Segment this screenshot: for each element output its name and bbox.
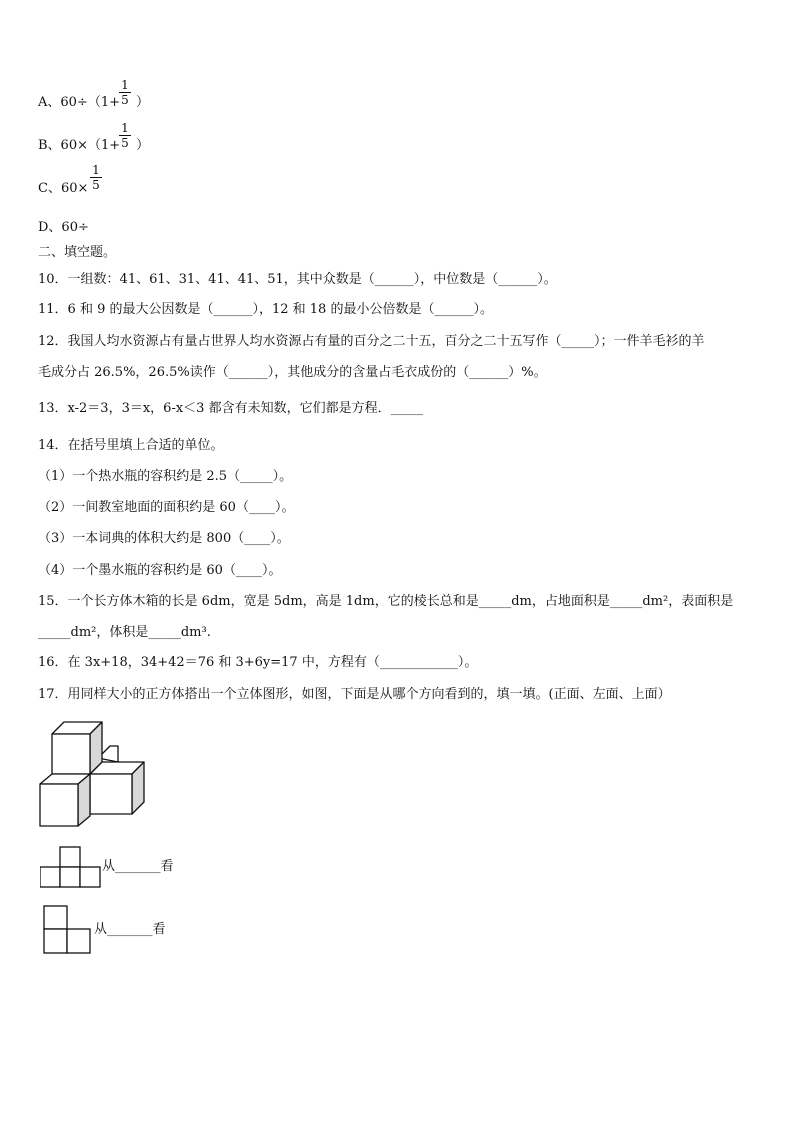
option-a-fraction	[119, 79, 131, 106]
question-13: 13．x-2＝3，3＝x，6-x＜3 都含有未知数，它们都是方程．_____	[38, 401, 424, 416]
option-c-numerator: 1	[92, 163, 100, 177]
option-a-denominator: 5	[121, 93, 129, 107]
option-b	[38, 137, 149, 155]
question-17: 17．用同样大小的正方体搭出一个立体图形，如图，下面是从哪个方向看到的，填一填。(正面、左面、上面）	[38, 687, 671, 702]
option-a-numerator: 1	[121, 78, 129, 92]
option-d: D、60÷	[38, 220, 89, 235]
question-14: 14．在括号里填上合适的单位。	[38, 438, 224, 453]
option-a-text: A、60÷（1+	[38, 95, 120, 110]
view-2-shape	[43, 905, 93, 955]
option-a-close: ）	[136, 95, 150, 110]
option-b-fraction	[119, 122, 131, 149]
question-14-4: （4）一个墨水瓶的容积约是 60（____）。	[38, 563, 282, 578]
question-14-1: （1）一个热水瓶的容积约是 2.5（_____）。	[38, 469, 293, 484]
option-c-fraction	[90, 164, 102, 191]
section-title: 二、填空题。	[38, 245, 117, 260]
option-b-numerator: 1	[121, 121, 129, 135]
question-16: 16．在 3x+18，34+42＝76 和 3+6y=17 中，方程有（____________）。	[38, 655, 478, 670]
question-10: 10．一组数：41、61、31、41、41、51，其中众数是（______），中位数是（______）。	[38, 272, 557, 287]
question-12-line2: 毛成分占 26.5%，26.5%读作（______），其他成分的含量占毛衣成份的（______）%。	[38, 365, 547, 380]
view-1-label: 从_______看	[102, 859, 174, 874]
view-1-shape	[40, 846, 102, 888]
cube-stack-figure	[36, 718, 151, 830]
option-b-text: B、60×（1+	[38, 138, 121, 153]
question-11: 11．6 和 9 的最大公因数是（______），12 和 18 的最小公倍数是（______）。	[38, 302, 493, 317]
option-a	[38, 94, 149, 112]
question-15-line2: _____dm²，体积是_____dm³.	[38, 625, 211, 640]
question-14-2: （2）一间教室地面的面积约是 60（____）。	[38, 500, 295, 515]
option-c	[38, 180, 88, 198]
question-12-line1: 12．我国人均水资源占有量占世界人均水资源占有量的百分之二十五，百分之二十五写作（_____）；一件羊毛衫的羊	[38, 334, 705, 349]
option-c-denominator: 5	[92, 178, 100, 192]
question-15-line1: 15．一个长方体木箱的长是 6dm，宽是 5dm，高是 1dm，它的棱长总和是_____dm，占地面积是_____dm²，表面积是	[38, 594, 734, 609]
option-b-close: ）	[136, 138, 150, 153]
option-b-denominator: 5	[121, 136, 129, 150]
view-2-label: 从_______看	[94, 922, 166, 937]
question-14-3: （3）一本词典的体积大约是 800（____）。	[38, 531, 290, 546]
option-c-text: C、60×	[38, 181, 89, 196]
